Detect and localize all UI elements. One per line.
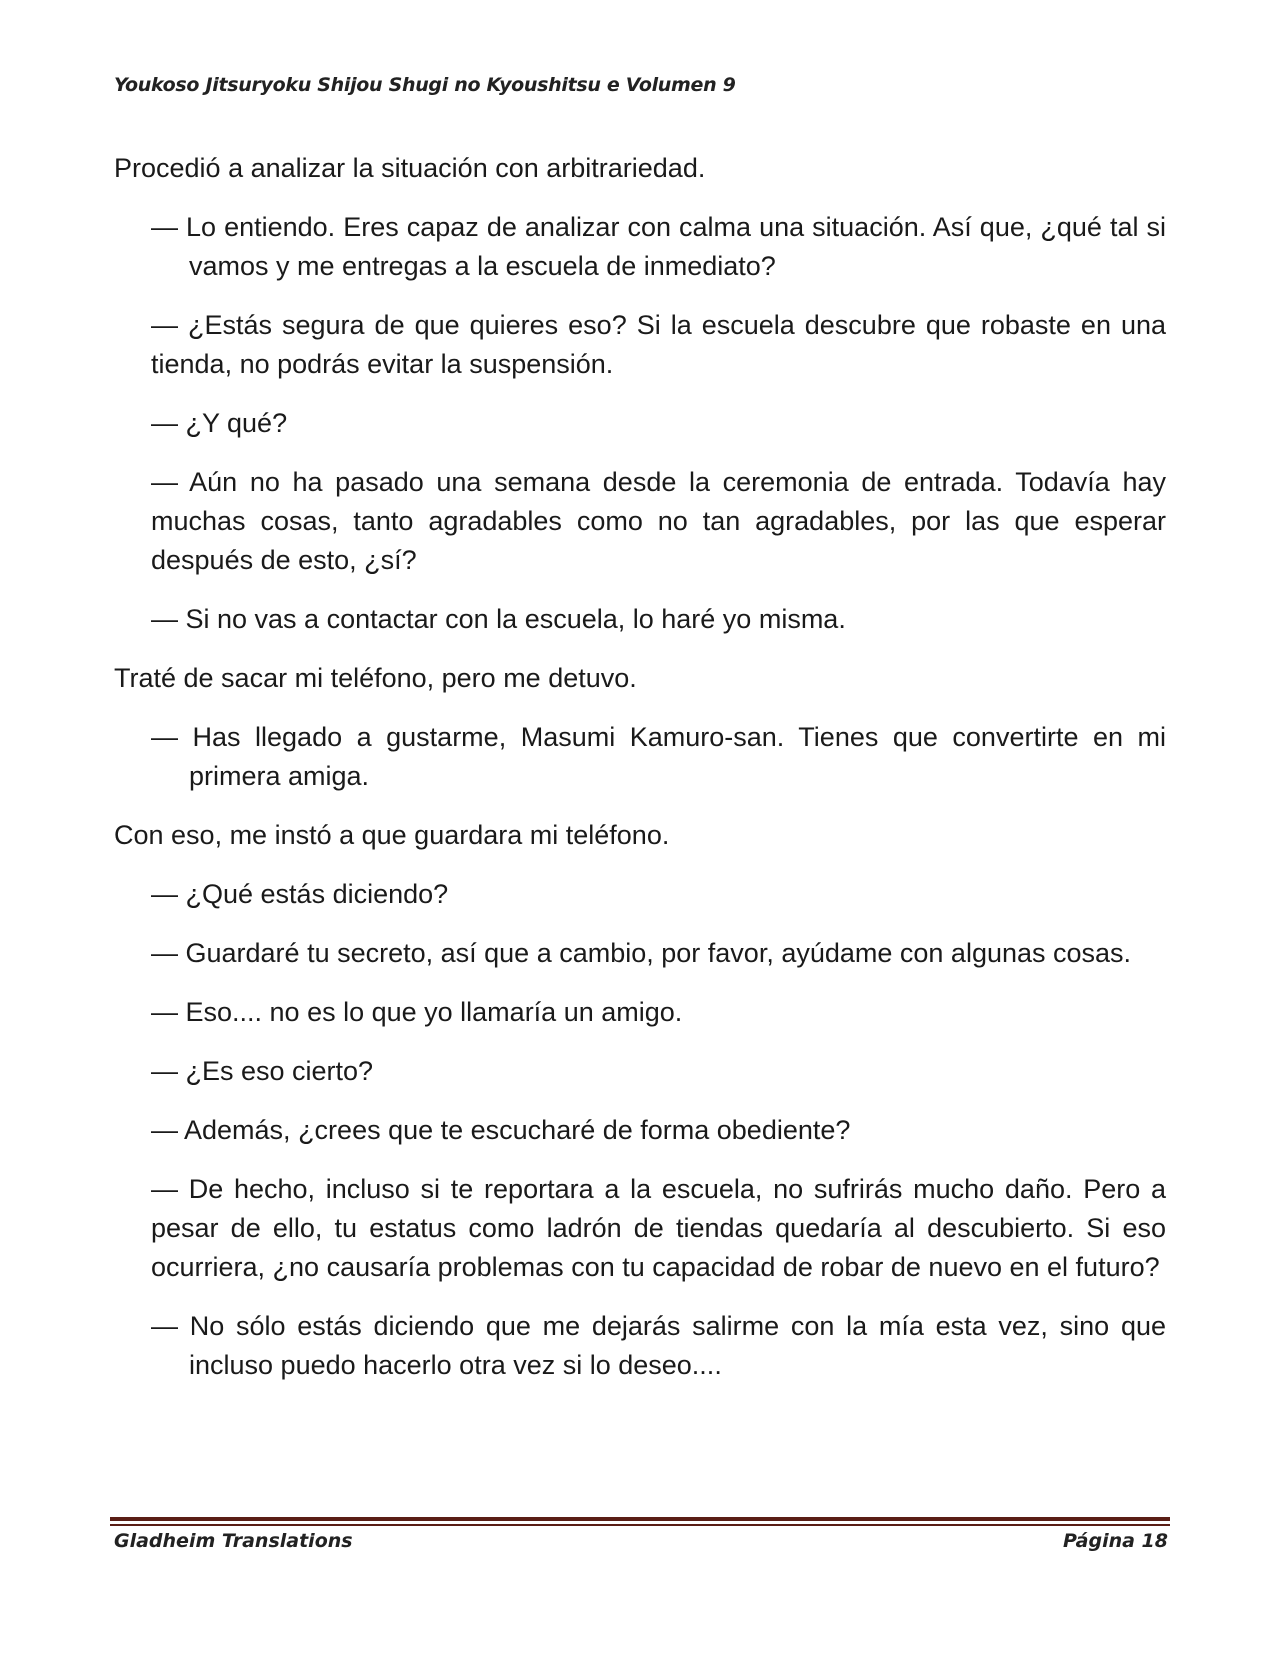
dialogue-paragraph: — Lo entiendo. Eres capaz de analizar con calma una situación. Así que, ¿qué tal si vamos y me entregas a la escuela de inmediato? <box>151 212 1166 281</box>
dialogue-paragraph: — ¿Estás segura de que quieres eso? Si la escuela descubre que robaste en una tienda, no podrás evitar la suspensión. <box>151 310 1166 379</box>
dialogue-paragraph: — ¿Y qué? <box>151 408 288 438</box>
footer-divider <box>110 1517 1170 1526</box>
page-header-title: Youkoso Jitsuryoku Shijou Shugi no Kyoushitsu e Volumen 9 <box>114 74 736 96</box>
dialogue-paragraph: — Además, ¿crees que te escucharé de forma obediente? <box>151 1115 851 1145</box>
dialogue-paragraph: — Has llegado a gustarme, Masumi Kamuro-san. Tienes que convertirte en mi primera amiga. <box>151 722 1166 791</box>
page-body <box>114 149 1166 1405</box>
footer-page-number: Página 18 <box>1062 1530 1168 1552</box>
footer-divider-thin-line <box>110 1524 1170 1526</box>
dialogue-paragraph: — Eso.... no es lo que yo llamaría un amigo. <box>151 997 683 1027</box>
dialogue-paragraph: — ¿Es eso cierto? <box>151 1056 374 1086</box>
footer-divider-thick-line <box>110 1517 1170 1521</box>
narration-paragraph: Con eso, me instó a que guardara mi teléfono. <box>114 820 670 850</box>
dialogue-paragraph: — Guardaré tu secreto, así que a cambio, por favor, ayúdame con algunas cosas. <box>151 938 1132 968</box>
dialogue-paragraph: — De hecho, incluso si te reportara a la escuela, no sufrirás mucho daño. Pero a pesar de ello, tu estatus como ladrón de tiendas quedaría al descubierto. Si eso ocurriera, ¿no causaría problemas con tu capacidad de robar de nuevo en el futuro? <box>151 1174 1166 1282</box>
dialogue-paragraph: — Aún no ha pasado una semana desde la ceremonia de entrada. Todavía hay muchas cosas, tanto agradables como no tan agradables, por las que esperar después de esto, ¿sí? <box>151 467 1166 575</box>
narration-paragraph: Traté de sacar mi teléfono, pero me detuvo. <box>114 663 637 693</box>
dialogue-paragraph: — No sólo estás diciendo que me dejarás salirme con la mía esta vez, sino que incluso puedo hacerlo otra vez si lo deseo.... <box>151 1311 1166 1380</box>
narration-paragraph: Procedió a analizar la situación con arbitrariedad. <box>114 153 706 183</box>
dialogue-paragraph: — ¿Qué estás diciendo? <box>151 879 449 909</box>
dialogue-paragraph: — Si no vas a contactar con la escuela, lo haré yo misma. <box>151 604 846 634</box>
footer-translator-credit: Gladheim Translations <box>114 1530 353 1552</box>
